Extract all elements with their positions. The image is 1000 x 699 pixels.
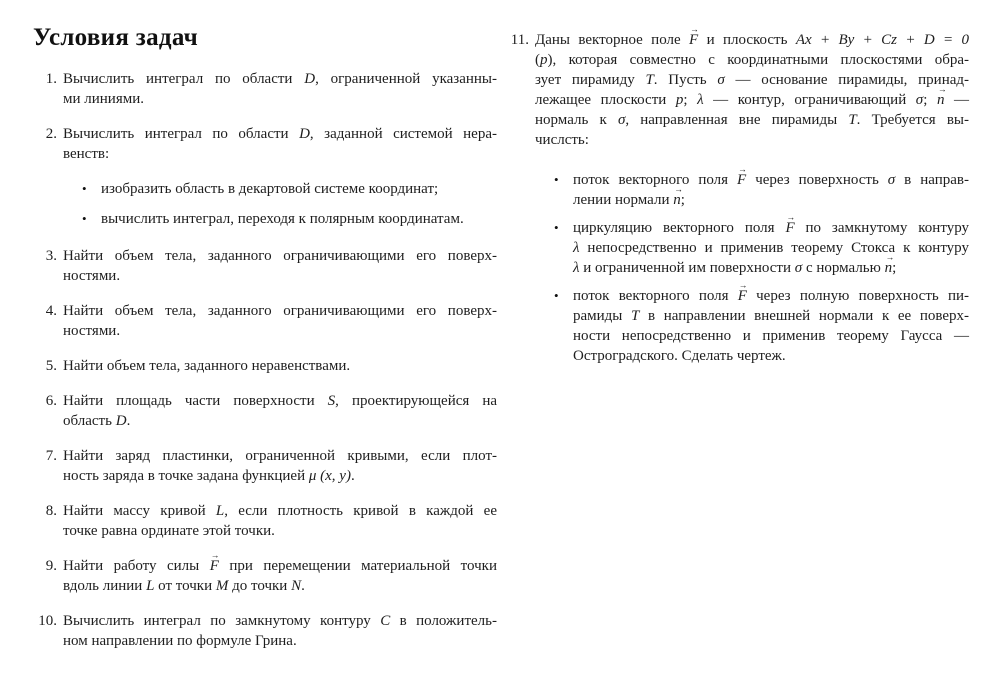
- text-run: нормаль к: [535, 112, 618, 128]
- item-body: [63, 611, 497, 651]
- text-run: . Пусть: [653, 72, 718, 88]
- bullet-icon: •: [554, 220, 559, 235]
- text-run: , ограниченной указанны-: [315, 71, 497, 87]
- math-symbol: L: [146, 578, 155, 594]
- text-line: [63, 356, 497, 376]
- item-number: 5.: [45, 358, 57, 374]
- text-run: непосредственно и применив теорему Стокса к контуру: [579, 240, 969, 256]
- math-symbol: λ: [573, 260, 580, 276]
- problem-item-11: [505, 30, 969, 150]
- math-symbol: σ: [617, 112, 626, 128]
- text-run: .: [350, 468, 355, 484]
- text-run: , направленная вне пирамиды: [625, 112, 849, 128]
- text-line: [63, 266, 497, 286]
- text-run: ность заряда в точке задана функцией: [63, 468, 309, 484]
- text-run: ;: [683, 92, 698, 108]
- text-run: до точки: [228, 578, 292, 594]
- bullet-item: [82, 209, 497, 229]
- text-line: [535, 90, 969, 110]
- text-line: [63, 246, 497, 266]
- problem-item-8: [33, 501, 497, 541]
- math-symbol: σ: [887, 172, 896, 188]
- text-run: ми линиями.: [63, 91, 145, 107]
- text-line: [573, 218, 969, 238]
- text-run: Найти площадь части поверхности: [63, 393, 328, 409]
- item-number: 8.: [45, 503, 57, 519]
- vector-symbol: F →: [689, 30, 698, 50]
- math-symbol: p: [675, 92, 684, 108]
- item-body: [63, 391, 497, 431]
- item-number: 7.: [45, 448, 57, 464]
- bullet-icon: •: [554, 288, 559, 303]
- text-line: [535, 50, 969, 70]
- text-run: вычислить интеграл, переходя к полярным координатам.: [101, 211, 464, 227]
- text-line: [535, 110, 969, 130]
- text-run: точке равна ординате этой точки.: [63, 523, 275, 539]
- right-column: [505, 30, 969, 666]
- text-run: рамиды: [573, 308, 632, 324]
- text-run: зует пирамиду: [535, 72, 646, 88]
- math-symbol: μ (x, y): [308, 468, 351, 484]
- text-run: в направлении внешней нормали к ее поверх-: [639, 308, 969, 324]
- text-run: —: [944, 92, 970, 108]
- text-run: Остроградского. Сделать чертеж.: [573, 348, 786, 364]
- math-symbol: M: [215, 578, 229, 594]
- text-line: [573, 306, 969, 326]
- item-number: 11.: [510, 32, 529, 48]
- item-body: [63, 124, 497, 164]
- text-run: при перемещении материальной точки: [218, 558, 497, 574]
- bullet-item: [554, 170, 969, 210]
- text-line: [63, 321, 497, 341]
- text-run: Найти объем тела, заданного ограничивающими его поверх-: [63, 303, 497, 319]
- bullet-list: [33, 179, 497, 229]
- math-symbol: λ: [573, 240, 580, 256]
- problem-item-4: [33, 301, 497, 341]
- text-run: ностями.: [63, 323, 121, 339]
- text-line: [63, 144, 497, 164]
- text-run: лении нормали: [573, 192, 674, 208]
- math-symbol: T: [645, 72, 654, 88]
- left-column: [33, 24, 497, 666]
- text-run: от точки: [154, 578, 216, 594]
- text-run: .: [301, 578, 305, 594]
- item-body: [63, 446, 497, 486]
- text-line: [63, 521, 497, 541]
- text-run: область: [63, 413, 116, 429]
- text-run: поток векторного поля: [573, 172, 738, 188]
- text-line: [63, 556, 497, 576]
- vector-symbol: F →: [785, 218, 794, 238]
- text-line: [63, 446, 497, 466]
- text-run: и ограниченной им поверхности: [579, 260, 795, 276]
- text-run: вдоль линии: [63, 578, 147, 594]
- bullet-body: [573, 218, 969, 278]
- text-line: [63, 391, 497, 411]
- text-run: (: [535, 52, 540, 68]
- vector-symbol: F →: [737, 170, 746, 190]
- text-run: ), которая совместно с координатными плоскостями обра-: [547, 52, 969, 68]
- text-run: Даны векторное поле: [535, 32, 690, 48]
- math-symbol: C: [380, 613, 391, 629]
- text-run: в направ-: [895, 172, 969, 188]
- text-run: — основание пирамиды, принад-: [724, 72, 970, 88]
- vector-symbol: n →: [937, 90, 945, 110]
- item-body: [535, 30, 969, 150]
- math-symbol: σ: [794, 260, 803, 276]
- text-run: Найти работу силы: [63, 558, 210, 574]
- bullet-body: [573, 170, 969, 210]
- text-run: ;: [680, 192, 685, 208]
- math-symbol: λ: [697, 92, 704, 108]
- bullet-item: [554, 218, 969, 278]
- text-line: [101, 179, 497, 199]
- item-body: [63, 556, 497, 596]
- text-line: [573, 258, 969, 278]
- problem-item-2: [33, 124, 497, 164]
- problem-item-5: [33, 356, 497, 376]
- text-line: [63, 466, 497, 486]
- vector-symbol: F →: [210, 556, 219, 576]
- item-body: [63, 69, 497, 109]
- text-line: [573, 346, 969, 366]
- bullet-body: [101, 179, 497, 199]
- item-number: 6.: [45, 393, 57, 409]
- math-symbol: T: [631, 308, 640, 324]
- problem-item-3: [33, 246, 497, 286]
- problem-item-10: [33, 611, 497, 651]
- problem-item-6: [33, 391, 497, 431]
- math-symbol: σ: [915, 92, 924, 108]
- text-line: [63, 301, 497, 321]
- math-symbol: S: [327, 393, 336, 409]
- text-run: в положитель-: [390, 613, 497, 629]
- math-symbol: Ax + By + Cz + D = 0: [795, 32, 970, 48]
- text-run: через поверхность: [746, 172, 888, 188]
- text-line: [535, 70, 969, 90]
- problem-item-1: [33, 69, 497, 109]
- text-line: [63, 89, 497, 109]
- math-symbol: D: [299, 126, 310, 142]
- text-run: , если плотность кривой в каждой ее: [224, 503, 497, 519]
- page-title: Условия задач: [33, 24, 199, 51]
- text-line: [63, 124, 497, 144]
- item-number: 3.: [45, 248, 57, 264]
- math-symbol: T: [848, 112, 857, 128]
- item-body: [63, 301, 497, 341]
- text-run: Найти объем тела, заданного неравенствами.: [63, 358, 351, 374]
- text-run: .: [126, 413, 131, 429]
- text-line: [535, 130, 969, 150]
- item-number: 2.: [45, 126, 57, 142]
- text-run: поток векторного поля: [573, 288, 738, 304]
- problem-item-9: [33, 556, 497, 596]
- text-run: Вычислить интеграл по области: [63, 126, 300, 142]
- vector-symbol: F →: [738, 286, 747, 306]
- math-symbol: D: [115, 413, 127, 429]
- item-body: [63, 501, 497, 541]
- text-line: [63, 69, 497, 89]
- text-run: числсть:: [535, 132, 589, 148]
- bullet-icon: •: [82, 181, 87, 196]
- bullet-item: [82, 179, 497, 199]
- text-line: [573, 286, 969, 306]
- text-run: Найти заряд пластинки, ограниченной кривыми, если плот-: [63, 448, 497, 464]
- text-run: . Требуется вы-: [856, 112, 969, 128]
- text-run: и плоскость: [698, 32, 796, 48]
- text-line: [63, 576, 497, 596]
- bullet-body: [573, 286, 969, 366]
- item-number: 1.: [45, 71, 57, 87]
- text-line: [535, 30, 969, 50]
- bullet-icon: •: [82, 211, 87, 226]
- text-line: [573, 326, 969, 346]
- vector-symbol: n →: [885, 258, 893, 278]
- text-run: по замкнутому контуру: [794, 220, 969, 236]
- text-run: Вычислить интеграл по замкнутому контуру: [63, 613, 381, 629]
- math-symbol: p: [540, 52, 548, 68]
- math-symbol: σ: [717, 72, 725, 88]
- item-number: 10.: [38, 613, 57, 629]
- item-body: [63, 356, 497, 376]
- text-line: [63, 411, 497, 431]
- text-line: [63, 631, 497, 651]
- text-run: , заданной системой нера-: [309, 126, 497, 142]
- text-run: венств:: [63, 146, 110, 162]
- text-run: ности непосредственно и применив теорему Гаусса —: [573, 328, 969, 344]
- text-run: ;: [923, 92, 937, 108]
- bullet-icon: •: [554, 172, 559, 187]
- text-run: Найти объем тела, заданного ограничивающими его поверх-: [63, 248, 497, 264]
- text-run: ном направлении по формуле Грина.: [63, 633, 297, 649]
- math-symbol: D: [304, 71, 316, 87]
- text-run: Найти массу кривой: [63, 503, 216, 519]
- text-run: ностями.: [63, 268, 121, 284]
- item-number: 9.: [45, 558, 57, 574]
- bullet-body: [101, 209, 497, 229]
- text-run: циркуляцию векторного поля: [573, 220, 786, 236]
- bullet-list: [505, 170, 969, 366]
- item-number: 4.: [45, 303, 57, 319]
- text-run: — контур, ограничивающий: [703, 92, 916, 108]
- text-line: [573, 170, 969, 190]
- text-line: [101, 209, 497, 229]
- text-run: с нормалью: [802, 260, 885, 276]
- vector-symbol: n →: [673, 190, 681, 210]
- math-symbol: N: [291, 578, 302, 594]
- text-line: [63, 611, 497, 631]
- problem-item-7: [33, 446, 497, 486]
- math-symbol: L: [215, 503, 225, 519]
- text-line: [573, 238, 969, 258]
- text-run: изобразить область в декартовой системе координат;: [101, 181, 439, 197]
- text-line: [63, 501, 497, 521]
- text-run: лежащее плоскости: [535, 92, 676, 108]
- text-line: [573, 190, 969, 210]
- text-run: через полную поверхность пи-: [746, 288, 969, 304]
- text-run: ;: [892, 260, 897, 276]
- text-run: Вычислить интеграл по области: [63, 71, 305, 87]
- text-run: , проектирующейся на: [335, 393, 498, 409]
- bullet-item: [554, 286, 969, 366]
- item-body: [63, 246, 497, 286]
